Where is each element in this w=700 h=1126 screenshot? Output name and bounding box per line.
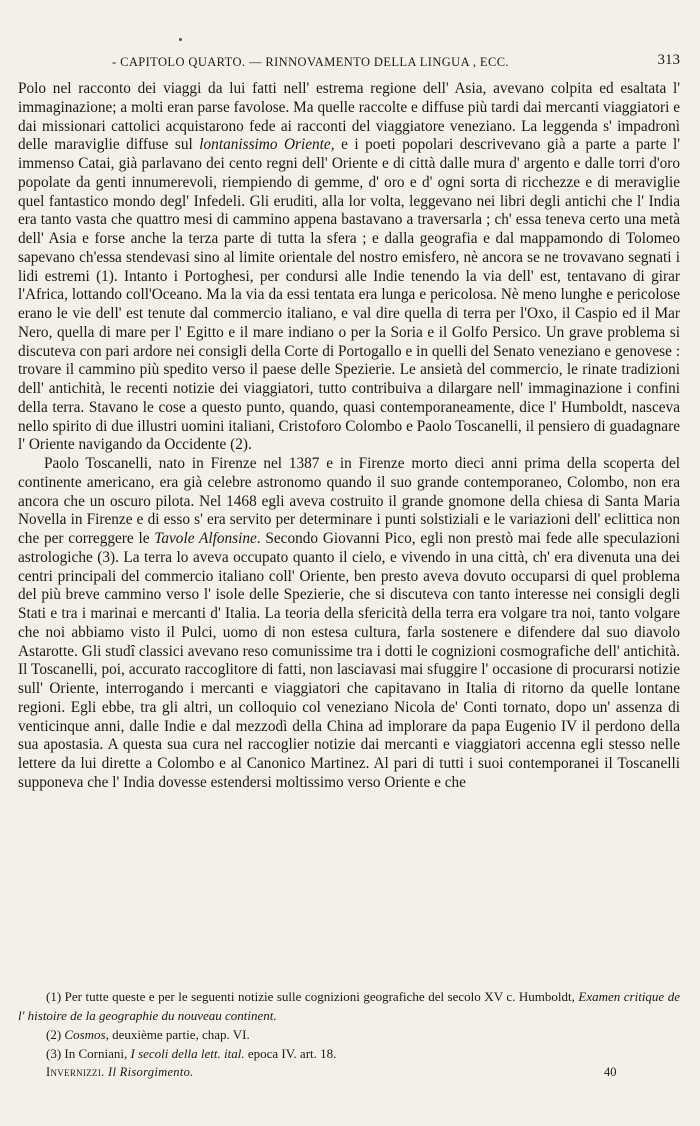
footnote-1: (1) Per tutte queste e per le seguenti notizie sulle cognizioni geografiche del secolo XV c. Humboldt, Examen critique de l' histoire de la geographie du nouveau continent. bbox=[18, 989, 680, 1023]
text-run: , e i poeti popolari descrivevano già a parte a parte l' immenso Catai, già parlavano dei cento regni dell' Oriente e di città dalle mura d' argento e dalle torri d'oro popolate da genti innumerevoli, riempiendo di gemme, d' oro e d' ogni sorta di ricchezze e di meraviglie quel fantastico mondo degl' Infedeli. Gli eruditi, alla lor volta, leggevano nei libri degli antichi che l' India era tanto vasta che quattro mesi di cammino appena bastavano a traversarla ; ch' essa teneva certo una metà dell' Asia e forse anche la terza parte di tutta la sfera ; e dalla geografia e dal mappamondo di Tolomeo sapevano ch'essa stendevasi sino al limite orientale del nostro emisfero, nè ancora se ne trovavano segnati i lidi estremi (1). Intanto i Portoghesi, per condursi alle Indie tenendo la via dell' est, tentavano di girar l'Africa, lottando coll'Oceano. Ma la via da essi tentata era lunga e pericolosa. Nè meno lunghe e pericolose erano le vie dell' est tenute dal commercio italiano, e val dire quella di terra per l'Oxo, il Caspio ed il Mar Nero, quella di mare per l' Egitto e il mare indiano o per la Soria e il Golfo Persico. Un grave problema si discuteva con pari ardore nei consigli della Corte di Portogallo e in quelli del Senato veneziano e genovese : trovare il cammino più spedito verso il paese delle Spezierie. Le ansietà del commercio, le rinate tradizioni dell' antichità, le recenti notizie dei viaggiatori, tutto contribuiva a dilargare nell' immaginazione i confini della terra. Stavano le cose a questo punto, quando, quasi contemporaneamente, dice l' Humboldt, nasceva nello spirito di due illustri uomini italiani, Cristoforo Colombo e Paolo Toscanelli, il pensiero di guadagnare l' Oriente navigando da Occidente (2). bbox=[18, 136, 681, 454]
body-text bbox=[18, 80, 680, 793]
signature-number: 40 bbox=[604, 1065, 617, 1079]
running-title: - CAPITOLO QUARTO. — RINNOVAMENTO DELLA LINGUA , ECC. bbox=[112, 55, 509, 69]
text-run: Polo nel racconto dei viaggi da lui fatti nell' estrema regione dell' Asia, avevano colpita ed esaltata l' immaginazione; a molti eran parse favolose. Ma quelle raccolte e diffuse più tardi dai mercanti viaggiatori e dai missionari cattolici acquistarono fede ai racconti del viaggiatore veneziano. La leggenda s' impadronì delle maraviglie diffuse sul bbox=[18, 80, 680, 154]
italic-phrase: Tavole Alfonsine bbox=[154, 530, 257, 547]
paragraph bbox=[18, 455, 680, 793]
footnotes bbox=[18, 987, 680, 1063]
signature-mark bbox=[46, 1065, 194, 1080]
footnote-3: (3) In Corniani, I secoli della lett. ital. epoca IV. art. 18. bbox=[46, 1046, 337, 1061]
running-header bbox=[18, 52, 680, 72]
book-title: Il Risorgimento. bbox=[108, 1065, 194, 1079]
text-run: . Secondo Giovanni Pico, egli non prestò mai fede alle speculazioni astrologiche (3). La terra lo aveva occupato quanto il cielo, e vivendo in una città, ch' era divenuta una dei centri principali del commercio italiano coll' Oriente, ben presto aveva dovuto occuparsi di quel problema del più breve cammino verso l' isole delle Spezierie, che si discuteva con tanto interesse nei consigli degli Stati e tra i marinai e mercanti d' Italia. La teoria della sfericità della terra era volgare tra noi, tanto volgare che noi abbiamo visto il Pulci, uomo di non estesa cultura, farla sostenere e difendere dal suo diavolo Astarotte. Gli studî classici avevano reso comunissime tra i dotti le cognizioni cosmografiche dell' antichità. Il Toscanelli, poi, accurato raccoglitore di fatti, non lasciavasi mai sfuggire l' occasione di procurarsi notizie sull' Oriente, interrogando i mercanti e viaggiatori che capitavano in Italia di ritorno da quelle lontane regioni. Egli ebbe, tra gli altri, un colloquio col veneziano Nicola de' Conti tornato, dopo un' assenza di venticinque anni, dalle Indie e dal mezzodì della China ad implorare da papa Eugenio IV il perdono della sua apostasia. A questa sua cura nel raccoglier notizie dai mercanti e viaggiatori accenna egli stesso nelle lettere da lui dirette a Colombo e al Canonico Martinez. Al pari di tutti i suoi contemporanei il Toscanelli supponeva che l' India dovesse estendersi moltissimo verso Oriente e che bbox=[18, 530, 680, 791]
signature-line bbox=[18, 1065, 680, 1083]
paragraph bbox=[18, 80, 680, 455]
ink-speck bbox=[179, 38, 182, 41]
page-number: 313 bbox=[657, 52, 680, 68]
footnote-2: (2) Cosmos, deuxième partie, chap. VI. bbox=[46, 1027, 250, 1042]
text-run: Paolo Toscanelli, nato in Firenze nel 1387 e in Firenze morto dieci anni prima della scoperta del continente americano, era già celebre astronomo quando il suo grande contemporaneo, Colombo, non era ancora che un oscuro pilota. Nel 1468 egli aveva costruito il grande gnomone della chiesa di Santa Maria Novella in Firenze e di esso s' era servito per determinare i punti solstiziali e le variazioni dell' eclittica non che per correggere le bbox=[18, 455, 680, 547]
author-name: Invernizzi. bbox=[46, 1065, 105, 1079]
book-page bbox=[18, 0, 688, 1126]
italic-phrase: lontanissimo Oriente bbox=[199, 136, 331, 154]
